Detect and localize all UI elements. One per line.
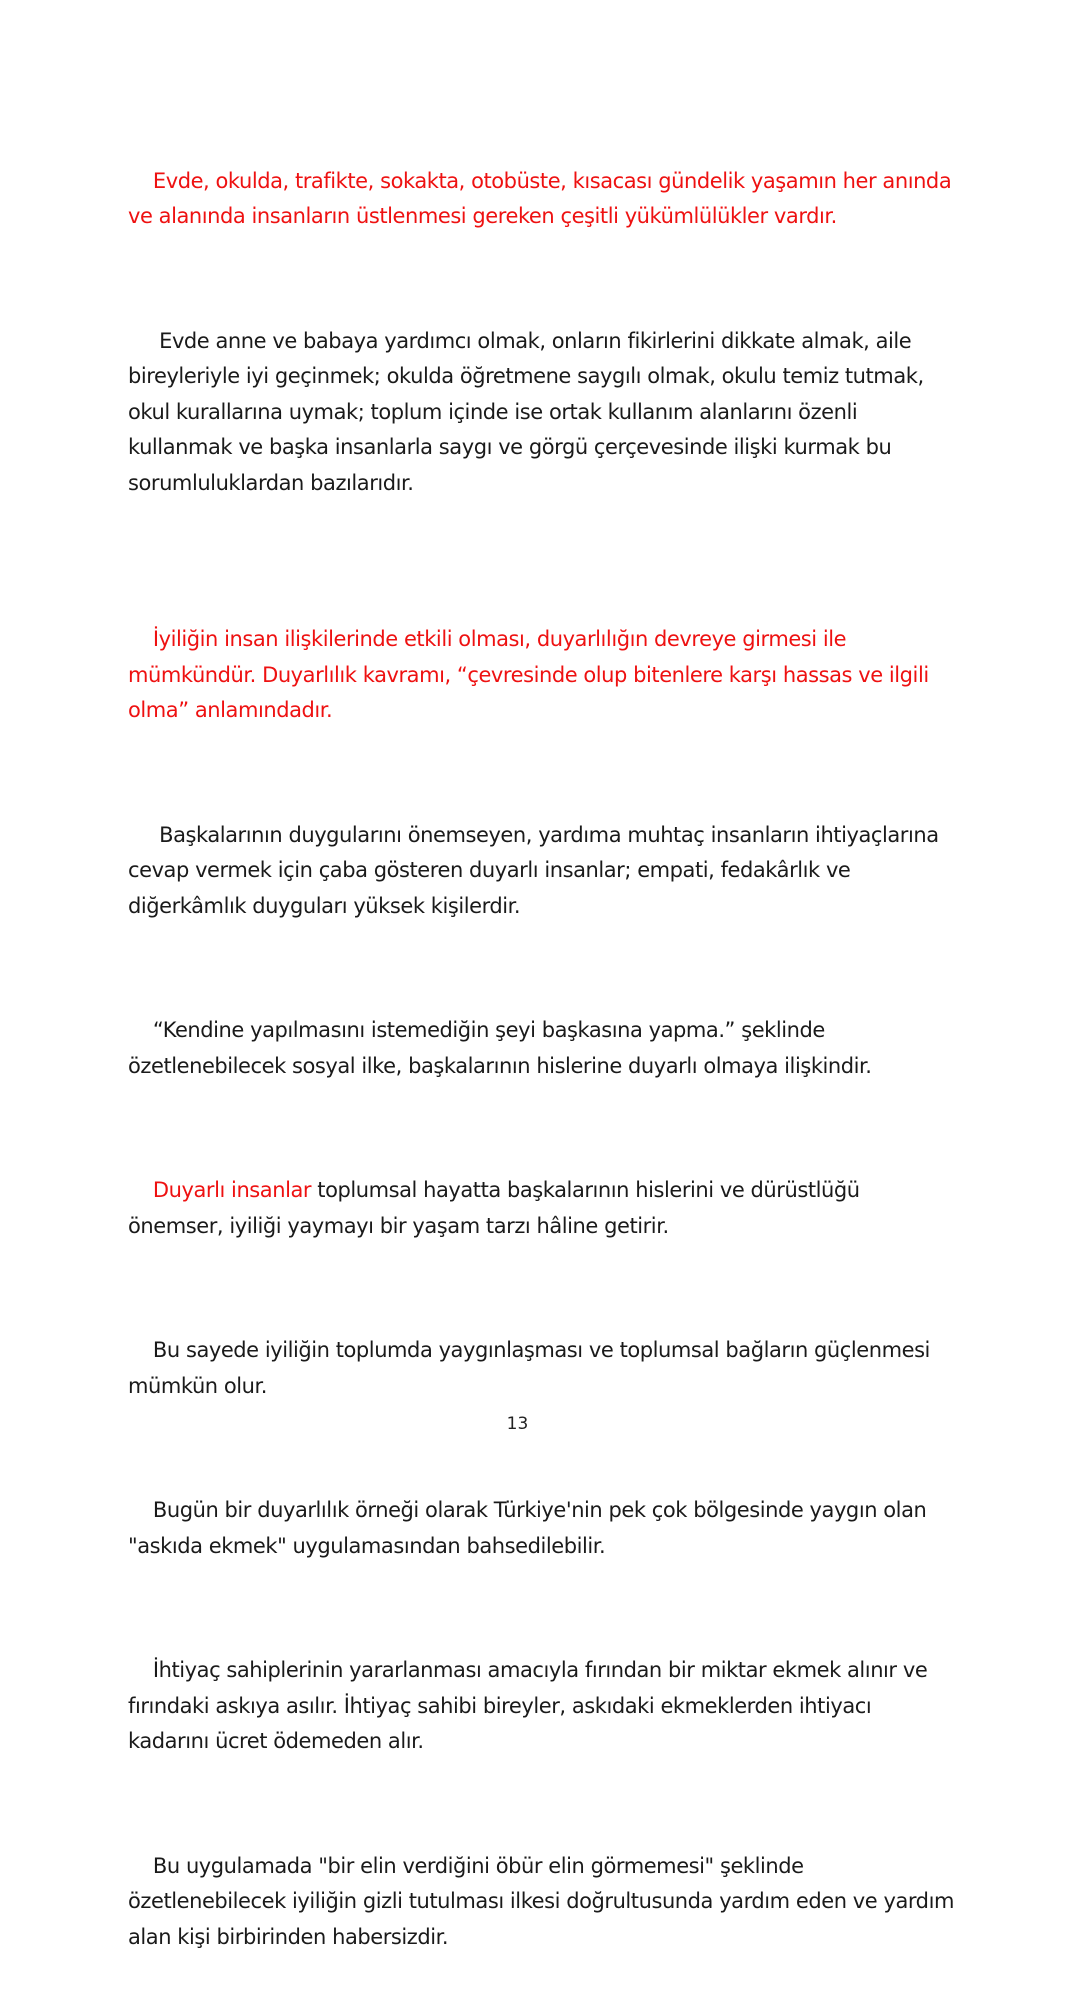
page-number: 13 (506, 1414, 529, 1434)
paragraph-sensitivity-definition (128, 587, 958, 765)
paragraph-social-principle (128, 978, 958, 1120)
highlighted-term: Duyarlı insanlar (152, 1178, 312, 1202)
paragraph-text: İyiliğin insan ilişkilerinde etkili olması, duyarlılığın devreye girmesi ile mümkündür. Duyarlılık kavramı, “çevresinde olup bitenlere karşı hassas ve ilgili olma” anlamındadır. (128, 627, 935, 722)
paragraph-sensitive-people (128, 782, 958, 960)
paragraph-secret-kindness (128, 1813, 961, 1991)
paragraph-text: Başkalarının duygularını önemseyen, yardıma muhtaç insanların ihtiyaçlarına cevap vermek için çaba gösteren duyarlı insanlar; empati, fedakârlık ve diğerkâmlık duyguları yüksek kişilerdir. (128, 822, 945, 918)
paragraph-obligations-intro (128, 128, 958, 270)
paragraph-bread-hanger (128, 1618, 958, 1796)
paragraph-text: “Kendine yapılmasını istemediğin şeyi başkasına yapma.” şeklinde özetlenebilecek sosyal ilke, başkalarının hislerine duyarlı olmaya ilişkindir. (128, 1018, 872, 1078)
paragraph-text: Evde, okulda, trafikte, sokakta, otobüste, kısacası gündelik yaşamın her anında ve alanında insanların üstlenmesi gereken çeşitli yükümlülükler vardır. (128, 168, 958, 228)
paragraph-responsibilities (128, 288, 958, 537)
document-page (128, 128, 961, 2009)
paragraph-askida-ekmek (128, 1458, 958, 1600)
paragraph-text: Bu uygulamada "bir elin verdiğini öbür elin görmemesi" şeklinde özetlenebilecek iyiliğin gizli tutulması ilkesi doğrultusunda yardım eden ve yardım alan kişi birbirinden habersizdir. (128, 1853, 961, 1949)
paragraph-text: Bugün bir duyarlılık örneği olarak Türkiye'nin pek çok bölgesinde yaygın olan "askıda ekmek" uygulamasından bahsedilebilir. (128, 1498, 933, 1558)
paragraph-text: İhtiyaç sahiplerinin yararlanması amacıyla fırından bir miktar ekmek alınır ve fırındaki askıya asılır. İhtiyaç sahibi bireyler, askıdaki ekmeklerden ihtiyacı kadarını ücret ödemeden alır. (128, 1658, 934, 1753)
paragraph-text: Evde anne ve babaya yardımcı olmak, onların fikirlerini dikkate almak, aile bireyleriyle iyi geçinmek; okulda öğretmene saygılı olmak, okulu temiz tutmak, okul kurallarına uymak; toplum içinde ise ortak kullanım alanlarını özenli kullanmak ve başka insanlarla saygı ve görgü çerçevesinde ilişki kurmak bu sorumluluklardan bazılarıdır. (128, 328, 930, 495)
paragraph-sensitive-people-lifestyle (128, 1138, 958, 1280)
paragraph-text: toplumsal hayatta başkalarının hislerini ve dürüstlüğü önemser, iyiliği yaymayı bir yaşam tarzı hâline getirir. (128, 1178, 866, 1238)
paragraph-text: Bu sayede iyiliğin toplumda yaygınlaşması ve toplumsal bağların güçlenmesi mümkün olur. (128, 1338, 937, 1398)
